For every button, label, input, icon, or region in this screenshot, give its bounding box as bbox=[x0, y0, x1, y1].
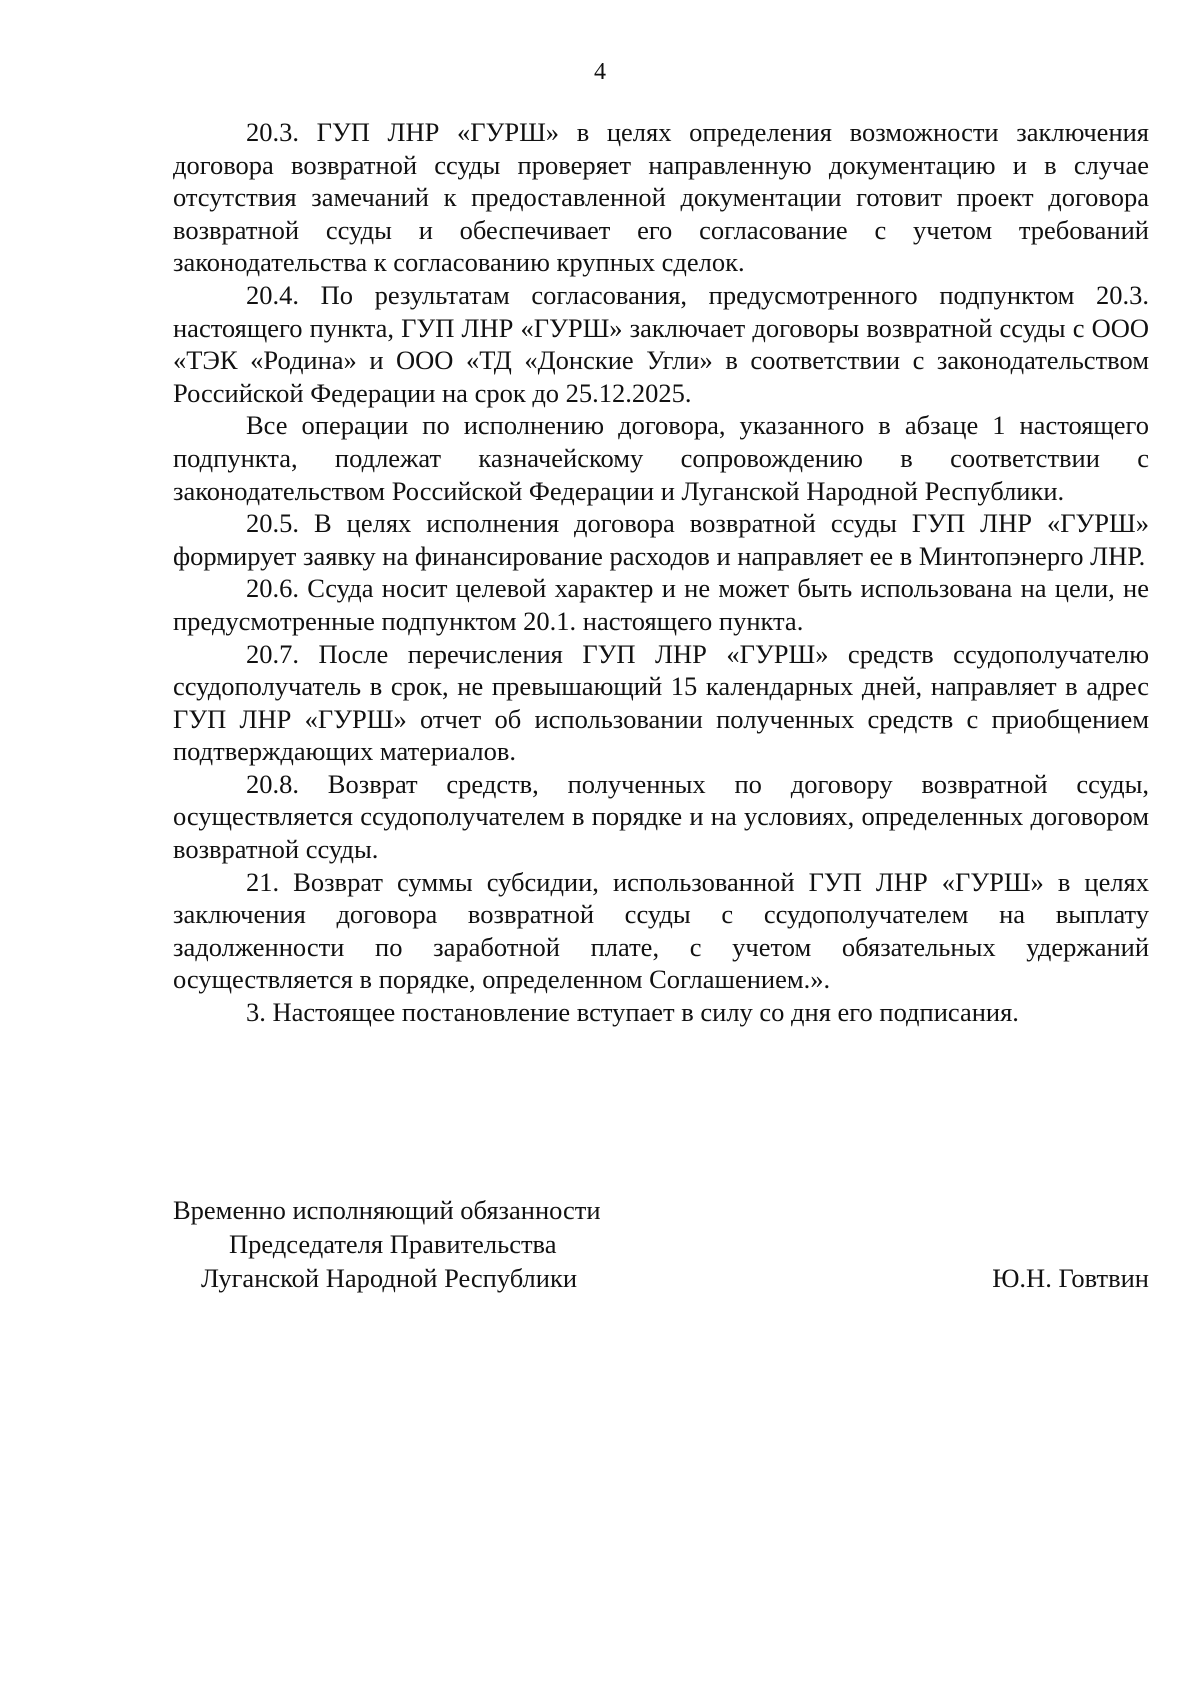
signatory-title-line-1: Временно исполняющий обязанности bbox=[173, 1195, 601, 1225]
signatory-title-line-3: Луганской Народной Республики bbox=[201, 1263, 578, 1293]
paragraph-20-4: 20.4. По результатам согласования, предусмотренного подпунктом 20.3. настоящего пункта, ГУП ЛНР «ГУРШ» заключает договоры возвратной ссуды с ООО «ТЭК «Родина» и ООО «ТД «Донские Угли» в соответствии с законодательством Российской Федерации на срок до 25.12.2025. bbox=[173, 279, 1149, 408]
paragraph-20-4-operations: Все операции по исполнению договора, указанного в абзаце 1 настоящего подпункта, подлежат казначейскому сопровождению в соответствии с законодательством Российской Федерации и Луганской Народной Республики. bbox=[173, 410, 1149, 506]
paragraph-21: 21. Возврат суммы субсидии, использованной ГУП ЛНР «ГУРШ» в целях заключения договора возвратной ссуды с ссудополучателем на выплату задолженности по заработной плате, с учетом обязательных удержаний осуществляется в порядке, определенном Соглашением.». bbox=[173, 866, 1149, 995]
page-number: 4 bbox=[594, 59, 606, 85]
paragraph-20-3: 20.3. ГУП ЛНР «ГУРШ» в целях определения возможности заключения договора возвратной ссуды проверяет направленную документацию и в случае отсутствия замечаний к предоставленной документации готовит проект договора возвратной ссуды и обеспечивает его согласование с учетом требований законодательства к согласованию крупных сделок. bbox=[173, 117, 1149, 278]
paragraph-3-effective-date: 3. Настоящее постановление вступает в силу со дня его подписания. bbox=[246, 997, 1019, 1028]
paragraph-20-8: 20.8. Возврат средств, полученных по договору возвратной ссуды, осуществляется ссудополучателем в порядке и на условиях, определенных договором возвратной ссуды. bbox=[173, 768, 1149, 865]
paragraph-20-6: 20.6. Ссуда носит целевой характер и не может быть использована на цели, не предусмотренные подпунктом 20.1. настоящего пункта. bbox=[173, 573, 1149, 636]
signatory-name: Ю.Н. Говтвин bbox=[992, 1263, 1149, 1293]
document-body bbox=[173, 116, 1149, 1029]
paragraph-20-7: 20.7. После перечисления ГУП ЛНР «ГУРШ» средств ссудополучателю ссудополучатель в срок, не превышающий 15 календарных дней, направляет в адрес ГУП ЛНР «ГУРШ» отчет об использовании полученных средств с приобщением подтверждающих материалов. bbox=[173, 638, 1149, 767]
signature-block bbox=[173, 1194, 1149, 1304]
paragraph-20-5: 20.5. В целях исполнения договора возвратной ссуды ГУП ЛНР «ГУРШ» формирует заявку на финансирование расходов и направляет ее в Минтопэнерго ЛНР. bbox=[173, 508, 1149, 571]
signatory-title-line-2: Председателя Правительства bbox=[229, 1229, 557, 1259]
